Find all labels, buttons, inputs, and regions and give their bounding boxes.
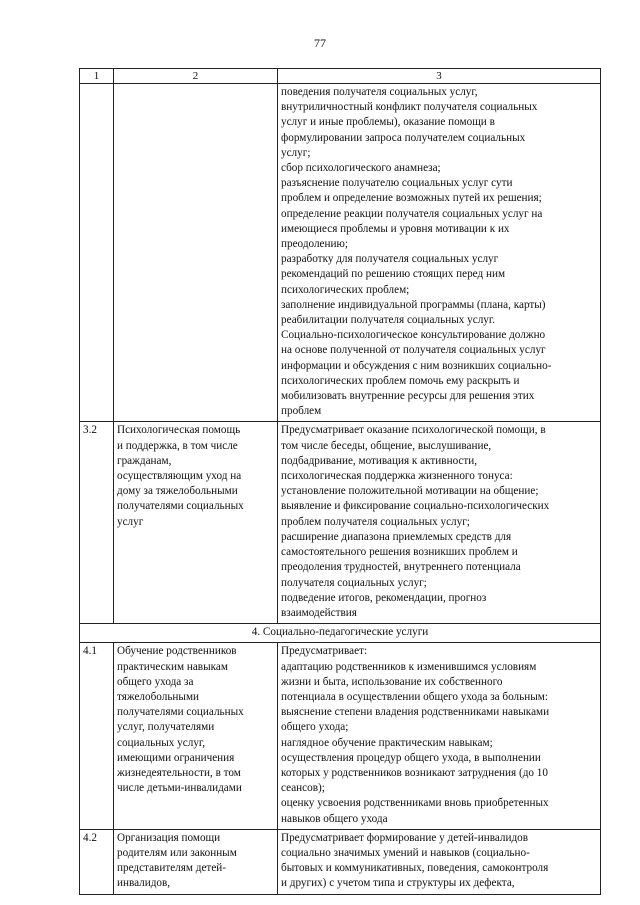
service-name-line: услуг [117,515,144,528]
service-description-line: психологических проблем; [281,283,410,296]
service-description [278,84,601,422]
service-description-line: выявление и фиксирование социально-психологических [281,500,550,513]
service-description-line: том числе беседы, общение, выслушивание, [281,439,492,452]
header-col-1: 1 [80,69,114,84]
row-number: 4.1 [80,643,114,829]
service-description-line: получателя социальных услуг; [281,576,427,589]
service-name-line: жизнедеятельности, в том [117,766,241,779]
service-description-line: проблем получателя социальных услуг; [281,515,470,528]
service-name [114,422,278,624]
service-description-line: мобилизовать внутренние ресурсы для решения этих [281,390,535,403]
service-description-line: расширение диапазона приемлемых средств для [281,530,512,543]
service-name-line: родителям или законным [117,846,237,859]
service-description-line: социально значимых умений и навыков (социально- [281,846,530,859]
service-description-line: Предусматривает оказание психологической помощи, в [281,424,546,437]
service-description-line: жизни и быта, использование их собственного [281,675,503,688]
service-name-line: Обучение родственников [117,645,237,658]
service-name [114,829,278,894]
service-name [114,643,278,829]
service-description-line: навыков общего ухода [281,812,388,825]
service-name-line: получателями социальных [117,500,244,513]
service-description-line: сеансов); [281,782,325,795]
service-description-line: которых у родственников возникают затруднения (до 10 [281,766,548,779]
service-name-line: и поддержка, в том числе [117,439,238,452]
service-description-line: заполнение индивидуальной программы (плана, карты) [281,298,546,311]
section-title: 4. Социально-педагогические услуги [80,624,601,643]
table-header-row [80,69,601,84]
service-description-line: установление положительной мотивации на общение; [281,485,539,498]
section-header-row [80,624,601,643]
service-name-line: Психологическая помощь [117,424,241,437]
service-description-line: проблем и определение возможных путей их решения; [281,192,542,205]
service-description-line: поведения получателя социальных услуг, [281,86,478,98]
service-name-line: инвалидов, [117,877,171,890]
page-number: 77 [314,36,326,50]
service-description-line: реабилитации получателя социальных услуг. [281,314,495,327]
service-description [278,422,601,624]
service-description-line: сбор психологического анамнеза; [281,162,441,175]
service-description-line: подбадривание, мотивация к активности, [281,454,478,467]
service-description [278,643,601,829]
service-name-line: имеющими ограничения [117,751,235,764]
service-description-line: психологическая поддержка жизненного тонуса: [281,470,513,483]
service-description-line: определение реакции получателя социальных услуг на [281,207,543,220]
header-col-3: 3 [278,69,601,84]
service-name-line: общего ухода за [117,675,194,688]
service-name-line: представителям детей- [117,862,227,875]
service-description-line: формулировании запроса получателем социальных [281,131,526,144]
service-name-line: осуществляющим уход на [117,470,242,483]
service-description-line: наглядное обучение практическим навыкам; [281,736,493,749]
service-description-line: проблем [281,405,322,418]
service-description-line: Предусматривает: [281,645,368,658]
service-description-line: адаптацию родственников к изменившимся условиям [281,660,537,673]
service-description-line: преодолению; [281,238,348,251]
row-number [80,84,114,422]
service-description-line: психологических проблем помочь ему раскрыть и [281,374,520,387]
row-number: 3.2 [80,422,114,624]
service-name-line: практическим навыкам [117,660,228,673]
service-description-line: Социально-психологическое консультирование должно [281,329,546,342]
service-name-line: гражданам, [117,454,172,467]
table-row [80,643,601,829]
service-description-line: выяснение степени владения родственниками навыками [281,706,550,719]
service-name-line: услуг, получателями [117,721,215,734]
service-name-line: социальных услуг, [117,736,206,749]
service-name-line: получателями социальных [117,706,244,719]
service-name-line: тяжелобольными [117,690,200,703]
service-description-line: на основе полученной от получателя социальных услуг [281,344,546,357]
service-description-line: потенциала в осуществлении общего ухода за больным: [281,690,548,703]
service-description-line: Предусматривает формирование у детей-инвалидов [281,831,529,844]
service-description-line: услуг; [281,146,311,159]
service-description-line: имеющиеся проблемы и уровня мотивации к их [281,222,510,235]
service-description-line: общего ухода; [281,721,349,734]
service-description-line: разработку для получателя социальных услуг [281,253,499,266]
service-description-line: взаимодействия [281,606,357,619]
header-col-2: 2 [114,69,278,84]
service-name-line: числе детьми-инвалидами [117,782,242,795]
service-description-line: рекомендаций по решению стоящих перед ним [281,268,506,281]
service-description-line: внутриличностный конфликт получателя социальных [281,101,538,114]
service-description-line: и других) с учетом типа и структуры их дефекта, [281,877,515,890]
table-row [80,84,601,422]
service-description [278,829,601,894]
service-description-line: информации и обсуждения с ним возникших социально- [281,359,552,372]
service-name-line: дому за тяжелобольными [117,485,238,498]
service-description-line: самостоятельного решения возникших проблем и [281,546,518,559]
service-description-line: преодоления трудностей, внутреннего потенциала [281,561,521,574]
row-number: 4.2 [80,829,114,894]
service-description-line: оценку усвоения родственниками вновь приобретенных [281,797,549,810]
service-name [114,84,278,422]
service-description-line: бытовых и коммуникативных, поведения, самоконтроля [281,862,549,875]
service-description-line: осуществления процедур общего ухода, в выполнении [281,751,541,764]
table-row [80,829,601,894]
table-row [80,422,601,624]
service-description-line: услуг и иные проблемы), оказание помощи в [281,116,495,129]
service-description-line: разъяснение получателю социальных услуг сути [281,177,513,190]
services-table [79,68,601,895]
service-name-line: Организация помощи [117,831,221,844]
service-description-line: подведение итогов, рекомендации, прогноз [281,591,487,604]
